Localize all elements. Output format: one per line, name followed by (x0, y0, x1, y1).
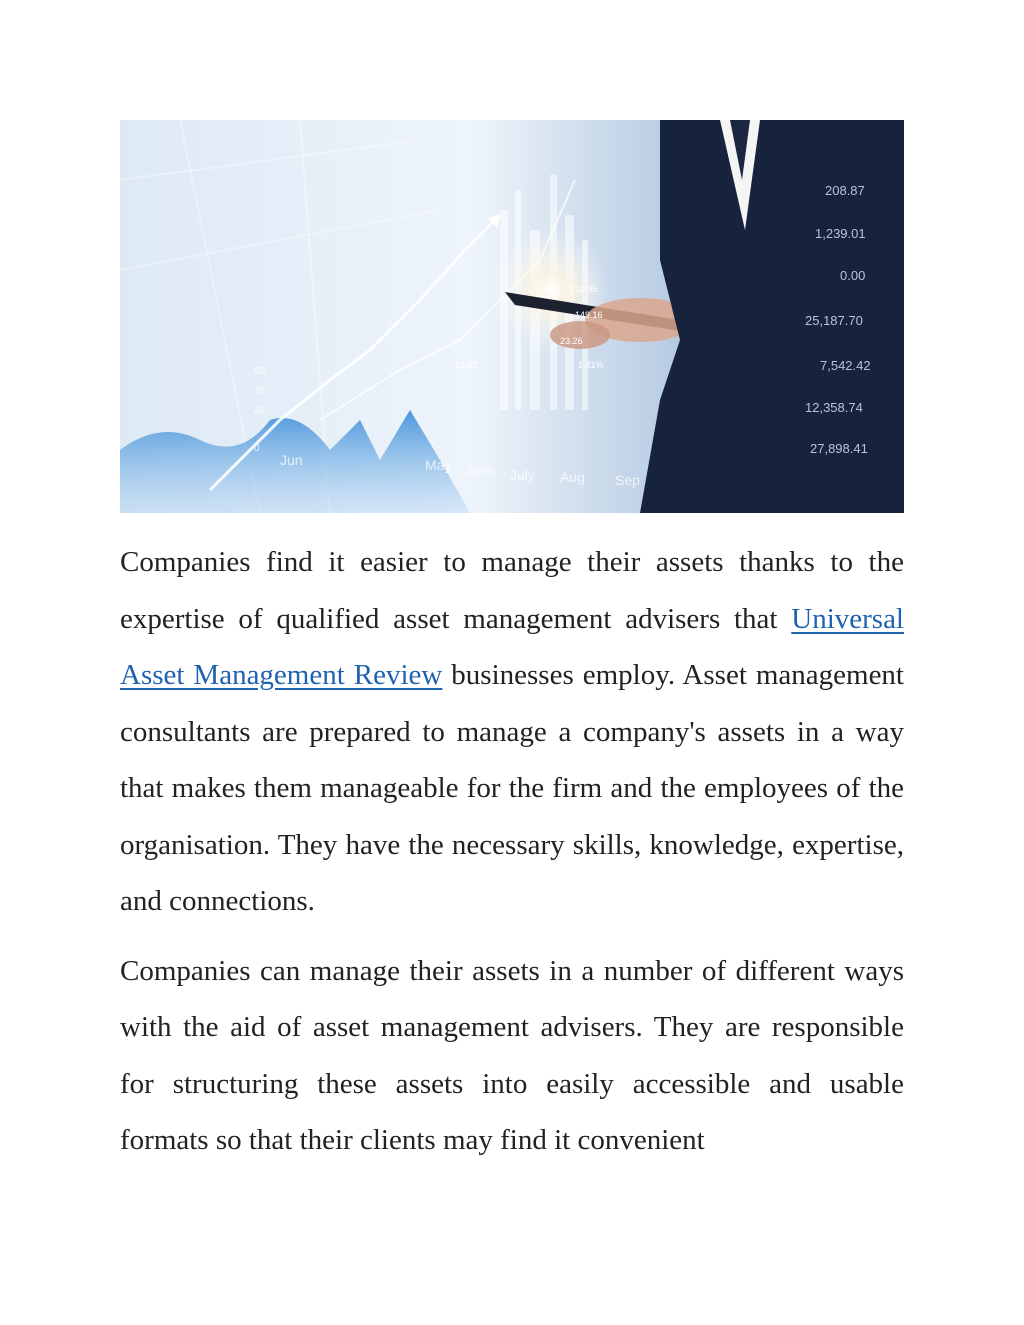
overlay-value: 23.26 (560, 336, 583, 346)
hero-image (120, 120, 904, 513)
overlay-value: 149.16 (575, 310, 603, 320)
paragraph-text: businesses employ. Asset management consultants are prepared to manage a company's assets in a way that makes them manageable for the firm and the employees of the organisation. They have the necessary skills, knowledge, expertise, and connections. (120, 659, 904, 917)
month-label: May (425, 457, 452, 473)
month-label: Aug (560, 469, 585, 485)
overlay-value: 7,542.42 (820, 358, 871, 373)
overlay-value: 1,239.01 (815, 226, 866, 241)
axis-label: 40 (254, 386, 266, 397)
businessman-tablet-financial-chart-image (120, 120, 904, 513)
axis-label: 0 (254, 443, 260, 454)
overlay-value: 18.92 (455, 360, 478, 370)
overlay-value: 25,187.70 (805, 313, 863, 328)
month-label: Jun (280, 452, 303, 468)
axis-label: 20 (254, 405, 266, 416)
overlay-value: 12,358.74 (805, 400, 863, 415)
paragraph-text: Companies find it easier to manage their assets thanks to the expertise of qualified asset management advisers that (120, 546, 904, 635)
axis-label: 60 (254, 366, 266, 377)
month-label: June (465, 462, 496, 478)
overlay-value: 210.95 (570, 284, 598, 294)
month-label: July (510, 467, 535, 483)
overlay-value: 208.87 (825, 183, 865, 198)
article-body (120, 534, 904, 1169)
universal-asset-management-review-link[interactable]: Universal Asset Management Review (120, 602, 904, 691)
article-paragraph-2: Companies can manage their assets in a number of different ways with the aid of asset management advisers. They are responsible for structuring these assets into easily accessible and usable formats so that their clients may find it convenient (120, 954, 904, 1156)
overlay-value: 0.00 (840, 268, 866, 283)
overlay-value: 1.41% (578, 360, 604, 370)
article-paragraph-1 (120, 534, 904, 930)
overlay-value: 27,898.41 (810, 441, 868, 456)
month-label: Sep (615, 472, 640, 488)
